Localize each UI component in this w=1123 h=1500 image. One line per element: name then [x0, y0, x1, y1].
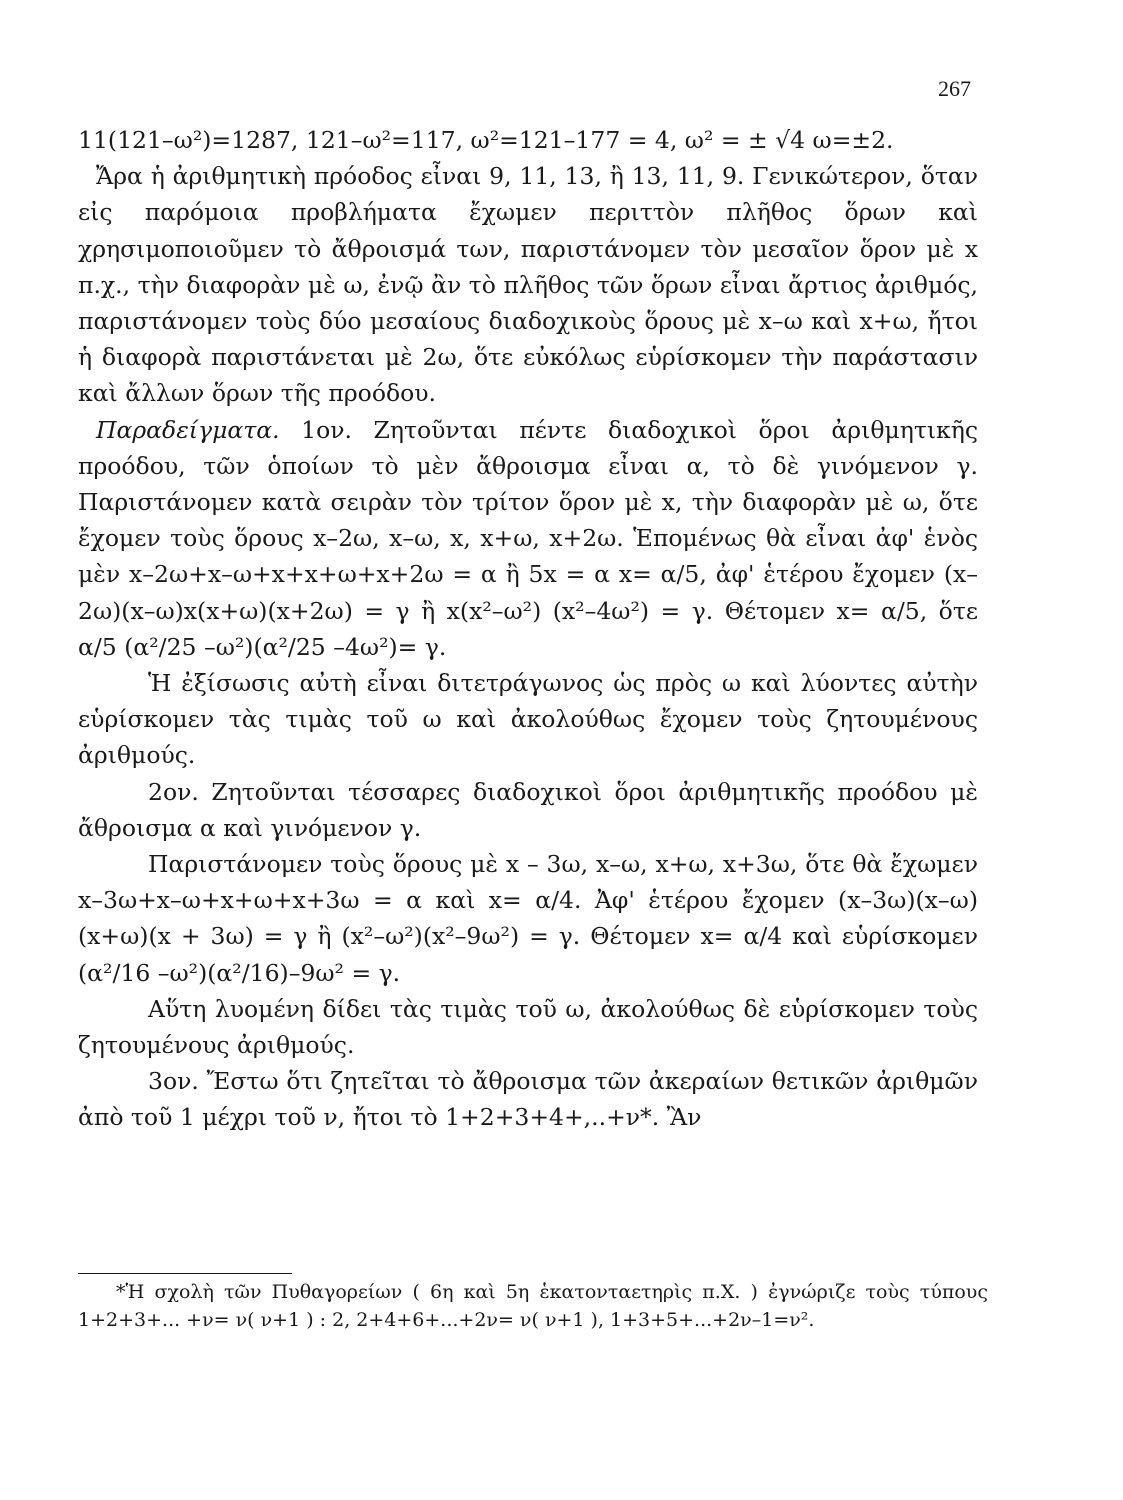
- body-text: [78, 122, 978, 1136]
- paragraph-biquadratic: Ἡ ἐξίσωσις αὐτὴ εἶναι διτετράγωνος ὡς πρὸς ω καὶ λύοντες αὐτὴν εὑρίσκομεν τὰς τιμὰς τοῦ ω καὶ ἀκολούθως ἔχομεν τοὺς ζητουμένους ἀριθμούς.: [78, 669, 978, 770]
- footnote: [78, 1278, 988, 1334]
- example-1-text: 1ον. Ζητοῦνται πέντε διαδοχικοὶ ὅροι ἀριθμητικῆς προόδου, τῶν ὁποίων τὸ μὲν ἄθροισμα εἶναι α, τὸ δὲ γινόμενον γ. Παριστάνομεν κατὰ σειρὰν τὸν τρίτον ὅρον μὲ x, τὴν διαφορὰν μὲ ω, ὅτε ἔχομεν τοὺς ὅρους x–2ω, x–ω, x, x+ω, x+2ω. Ἑπομένως θὰ εἶναι ἀφ' ἑνὸς μὲν x–2ω+x–ω+x+x+ω+x+2ω = α ἢ 5x = α x= α/5, ἀφ' ἑτέρου ἔχομεν (x–2ω)(x–ω)x(x+ω)(x+2ω) = γ ἢ x(x²–ω²) (x²–4ω²) = γ. Θέτομεν x= α/5, ὅτε α/5 (α²/25 –ω²)(α²/25 –4ω²)= γ.: [78, 415, 978, 661]
- paragraph-arithmetic-progression: Ἄρα ἡ ἀριθμητικὴ πρόοδος εἶναι 9, 11, 13, ἢ 13, 11, 9. Γενικώτερον, ὅταν εἰς παρόμοια προβλήματα ἔχωμεν περιττὸν πλῆθος ὅρων καὶ χρησιμοποιοῦμεν τὸ ἄθροισμά των, παριστάνομεν τὸν μεσαῖον ὅρον μὲ x π.χ., τὴν διαφορὰν μὲ ω, ἐνῷ ἂν τὸ πλῆθος τῶν ὅρων εἶναι ἄρτιος ἀριθμός, παριστάνομεν τοὺς δύο μεσαίους διαδοχικοὺς ὅρους μὲ x–ω καὶ x+ω, ἤτοι ἡ διαφορὰ παριστάνεται μὲ 2ω, ὅτε εὐκόλως εὑρίσκομεν τὴν παράστασιν καὶ ἄλλων ὅρων τῆς προόδου.: [78, 162, 978, 408]
- paragraph-example-2-result: Αὕτη λυομένη δίδει τὰς τιμὰς τοῦ ω, ἀκολούθως δὲ εὑρίσκομεν τοὺς ζητουμένους ἀριθμούς.: [78, 994, 978, 1060]
- footnote-text: *Ἡ σχολὴ τῶν Πυθαγορείων ( 6η καὶ 5η ἑκατονταετηρὶς π.Χ. ) ἐγνώριζε τοὺς τύπους 1+2+3+... +ν= ν( ν+1 ) : 2, 2+4+6+...+2ν= ν( ν+1 ), 1+3+5+...+2ν–1=ν².: [78, 1281, 988, 1331]
- paragraph-example-3: 3ον. Ἔστω ὅτι ζητεῖται τὸ ἄθροισμα τῶν ἀκεραίων θετικῶν ἀριθμῶν ἀπὸ τοῦ 1 μέχρι τοῦ ν, ἤτοι τὸ 1+2+3+4+,..+ν*. Ἂν: [78, 1067, 978, 1132]
- footnote-divider: [78, 1273, 292, 1274]
- paragraph-example-1: [78, 412, 978, 665]
- paragraph-equation: 11(121–ω²)=1287, 121–ω²=117, ω²=121–177 = 4, ω² = ± √4 ω=±2.: [78, 126, 894, 154]
- examples-heading: Παραδείγματα.: [96, 415, 280, 444]
- page-number: 267: [938, 76, 971, 101]
- paragraph-example-2: 2ον. Ζητοῦνται τέσσαρες διαδοχικοὶ ὅροι ἀριθμητικῆς προόδου μὲ ἄθροισμα α καὶ γινόμενον γ.: [78, 777, 978, 842]
- paragraph-example-2-solution: Παριστάνομεν τοὺς ὅρους μὲ x – 3ω, x–ω, x+ω, x+3ω, ὅτε θὰ ἔχωμεν x–3ω+x–ω+x+ω+x+3ω = α καὶ x= α/4. Ἀφ' ἑτέρου ἔχομεν (x–3ω)(x–ω)(x+ω)(x + 3ω) = γ ἢ (x²–ω²)(x²–9ω²) = γ. Θέτομεν x= α/4 καὶ εὑρίσκομεν (α²/16 –ω²)(α²/16)–9ω² = γ.: [78, 850, 978, 987]
